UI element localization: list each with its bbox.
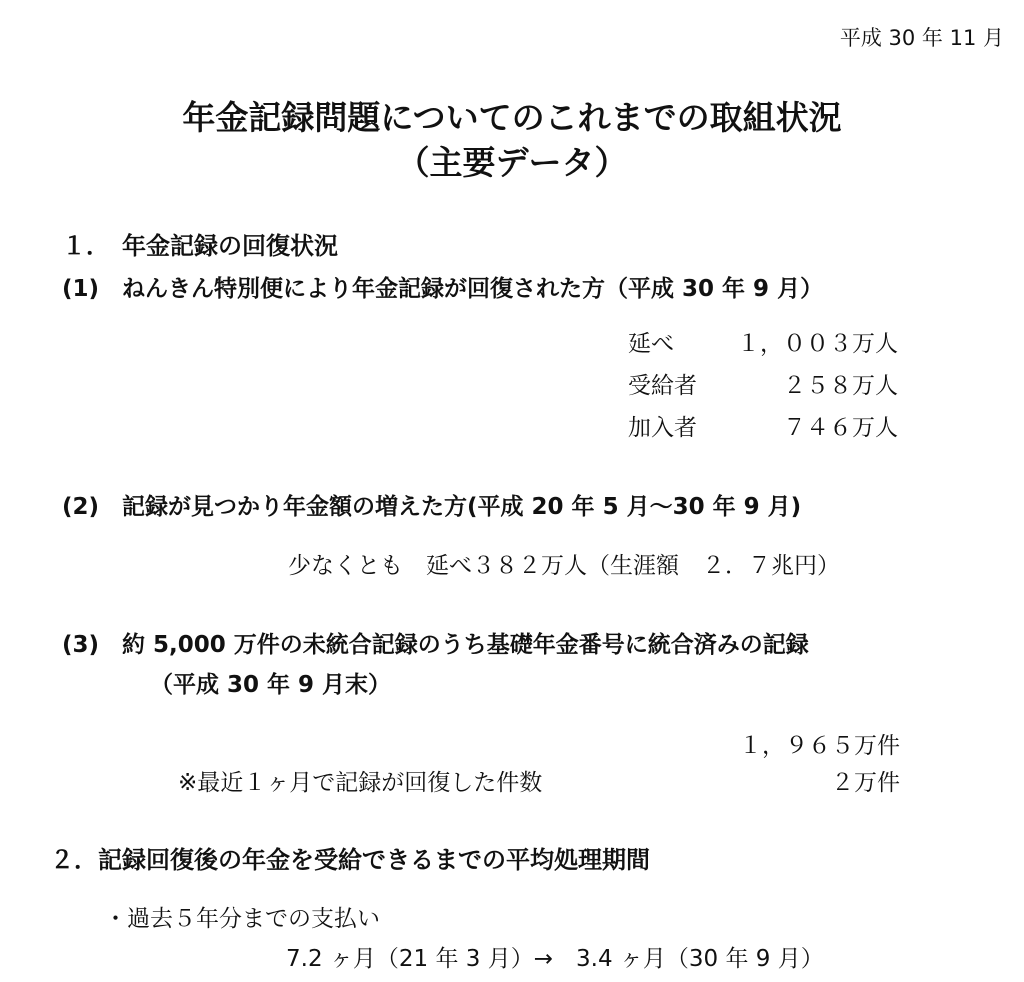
- recovery-value: ７４６万人: [783, 414, 898, 441]
- recovery-figures: [628, 320, 898, 446]
- processing-period: 7.2 ヶ月（21 年 3 月）→ 3.4 ヶ月（30 年 9 月）: [286, 946, 824, 972]
- subsection2-heading: (2) 記録が見つかり年金額の増えた方(平成 20 年 5 月～30 年 9 月): [62, 494, 802, 520]
- section1-heading: １． 年金記録の回復状況: [62, 232, 338, 260]
- recovery-label: 受給者: [628, 372, 697, 399]
- recovery-label: 延べ: [628, 330, 674, 357]
- recent-note-label: ※最近１ヶ月で記録が回復した件数: [178, 770, 543, 796]
- section2-heading: ２．記録回復後の年金を受給できるまでの平均処理期間: [50, 846, 650, 874]
- subsection3-heading: (3) 約 5,000 万件の未統合記録のうち基礎年金番号に統合済みの記録: [62, 632, 809, 658]
- recovery-value: ２５８万人: [783, 372, 898, 399]
- page-subtitle: （主要データ）: [396, 143, 628, 182]
- recovery-label: 加入者: [628, 414, 697, 441]
- recovery-value: １，００３万人: [737, 330, 898, 357]
- recent-note-value: ２万件: [831, 770, 900, 796]
- integrated-total: １，９６５万件: [739, 733, 900, 759]
- payment-bullet: ・過去５年分までの支払い: [104, 906, 380, 932]
- recovery-row-total: [628, 320, 898, 362]
- recovery-row-subscribers: [628, 404, 898, 446]
- subsection3-period: （平成 30 年 9 月末）: [150, 672, 392, 698]
- increase-summary: 少なくとも 延べ３８２万人（生涯額 ２．７兆円）: [288, 553, 840, 579]
- document-date: 平成 30 年 11 月: [839, 26, 1004, 50]
- page-title: 年金記録問題についてのこれまでの取組状況: [182, 98, 842, 137]
- subsection1-heading: (1) ねんきん特別便により年金記録が回復された方（平成 30 年 9 月）: [62, 276, 824, 302]
- recovery-row-recipients: [628, 362, 898, 404]
